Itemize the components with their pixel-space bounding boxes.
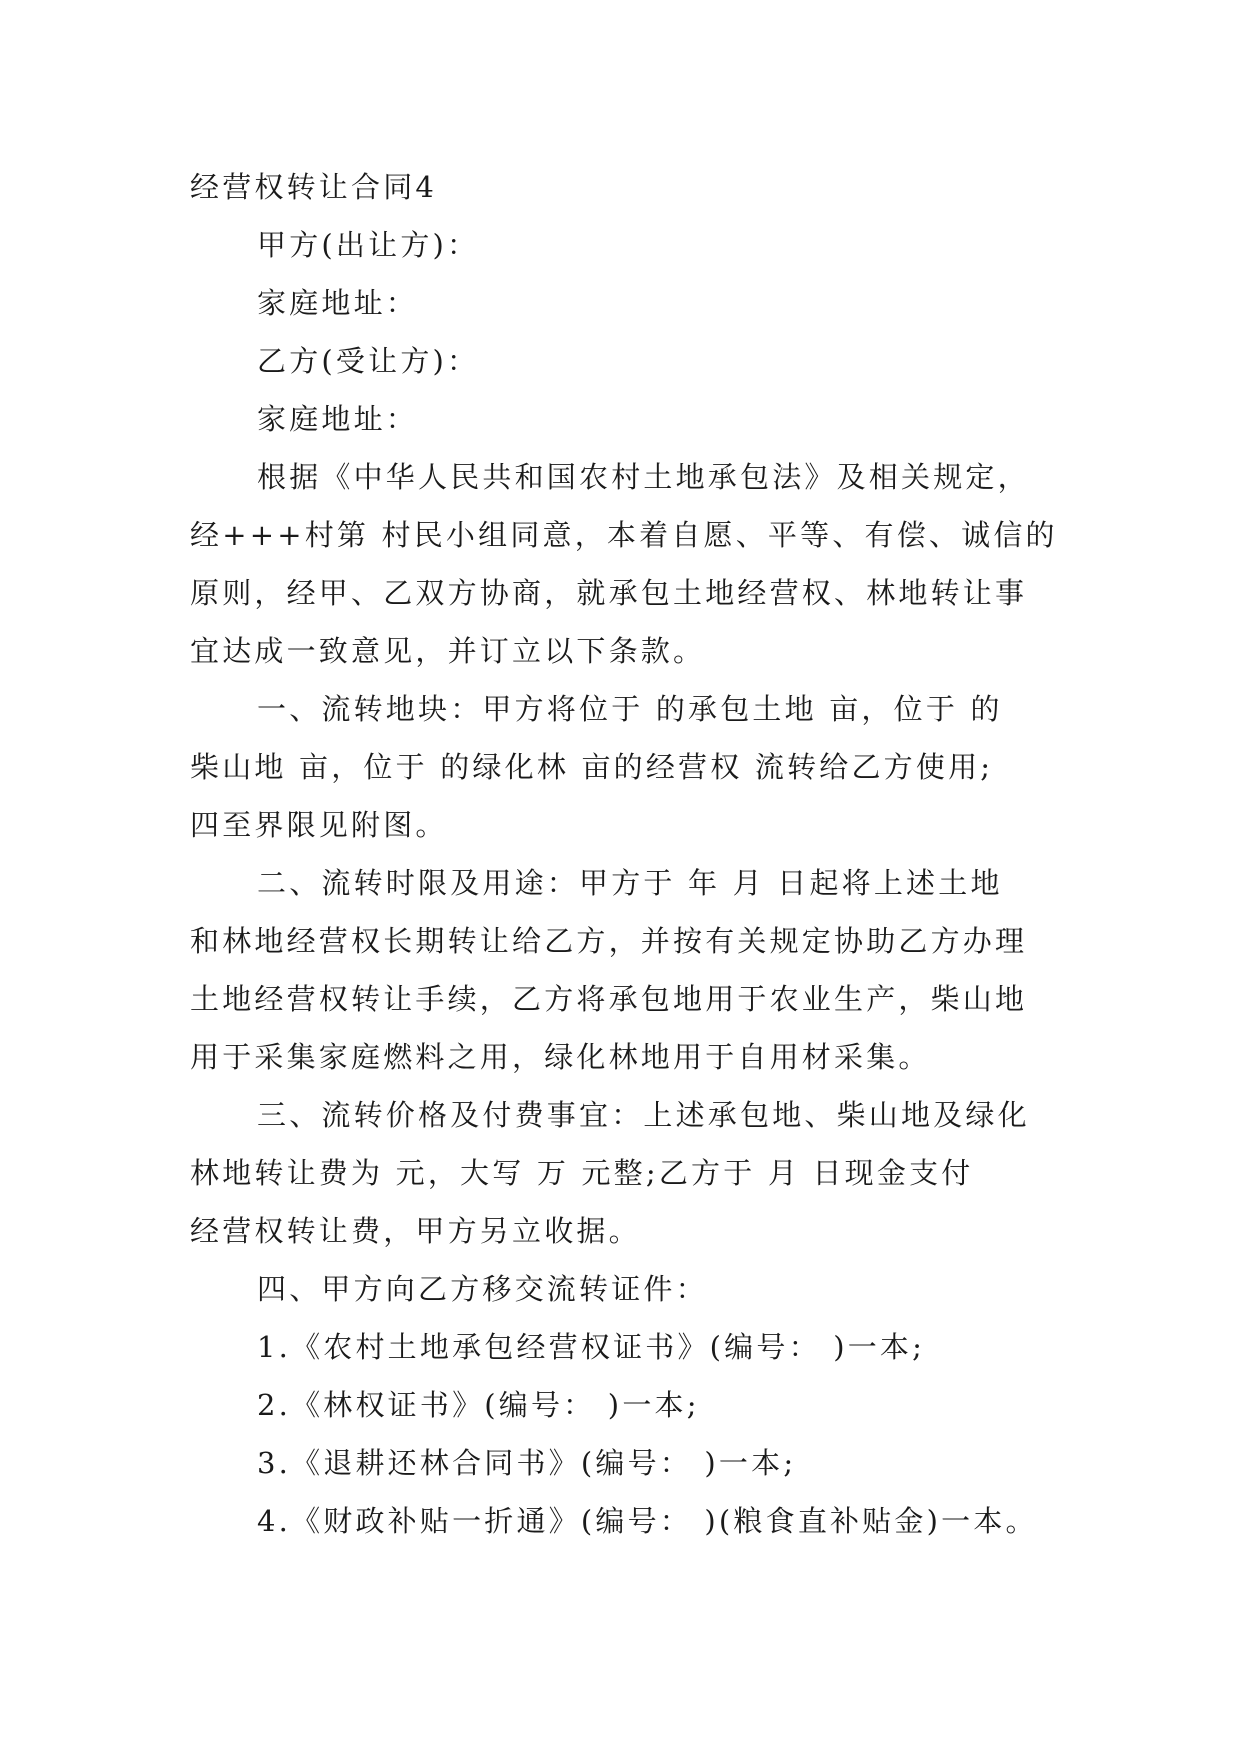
paragraph-line: 四至界限见附图。 bbox=[190, 808, 448, 842]
paragraph-line: 原则，经甲、乙双方协商，就承包土地经营权、林地转让事 bbox=[190, 576, 1028, 610]
paragraph-line: 林地转让费为 元，大写 万 元整;乙方于 月 日现金支付 bbox=[190, 1156, 974, 1190]
contract-document bbox=[190, 158, 1070, 1550]
paragraph-line: 经营权转让费，甲方另立收据。 bbox=[190, 1214, 641, 1248]
clause-1-paragraph bbox=[190, 680, 1070, 854]
list-item: 3.《退耕还林合同书》(编号： )一本; bbox=[257, 1446, 797, 1480]
paragraph-line: 和林地经营权长期转让给乙方，并按有关规定协助乙方办理 bbox=[190, 924, 1028, 958]
clause-3-paragraph bbox=[190, 1086, 1070, 1260]
paragraph-line: 土地经营权转让手续，乙方将承包地用于农业生产，柴山地 bbox=[190, 982, 1028, 1016]
list-item: 4.《财政补贴一折通》(编号： )(粮食直补贴金)一本。 bbox=[257, 1504, 1038, 1538]
party-b-address-label: 家庭地址： bbox=[257, 402, 419, 436]
clause-2-paragraph bbox=[190, 854, 1070, 1086]
paragraph-line: 一、流转地块：甲方将位于 的承包土地 亩，位于 的 bbox=[257, 692, 1003, 726]
party-a-address-label: 家庭地址： bbox=[257, 286, 419, 320]
clause-4-section bbox=[190, 1260, 1070, 1550]
intro-paragraph bbox=[190, 448, 1070, 680]
list-item: 2.《林权证书》(编号： )一本; bbox=[257, 1388, 700, 1422]
party-b-label: 乙方(受让方)： bbox=[257, 344, 480, 378]
clause-4-heading: 四、甲方向乙方移交流转证件： bbox=[257, 1272, 708, 1306]
document-title: 经营权转让合同4 bbox=[190, 170, 438, 204]
paragraph-line: 二、流转时限及用途：甲方于 年 月 日起将上述土地 bbox=[257, 866, 1003, 900]
paragraph-line: 柴山地 亩，位于 的绿化林 亩的经营权 流转给乙方使用; bbox=[190, 750, 994, 784]
list-item: 1.《农村土地承包经营权证书》(编号： )一本; bbox=[257, 1330, 926, 1364]
paragraph-line: 用于采集家庭燃料之用，绿化林地用于自用材采集。 bbox=[190, 1040, 931, 1074]
party-a-label: 甲方(出让方)： bbox=[257, 228, 480, 262]
paragraph-line: 根据《中华人民共和国农村土地承包法》及相关规定， bbox=[257, 460, 1030, 494]
paragraph-line: 三、流转价格及付费事宜：上述承包地、柴山地及绿化 bbox=[257, 1098, 1030, 1132]
paragraph-line: 经+++村第 村民小组同意，本着自愿、平等、有偿、诚信的 bbox=[190, 518, 1058, 552]
paragraph-line: 宜达成一致意见，并订立以下条款。 bbox=[190, 634, 706, 668]
